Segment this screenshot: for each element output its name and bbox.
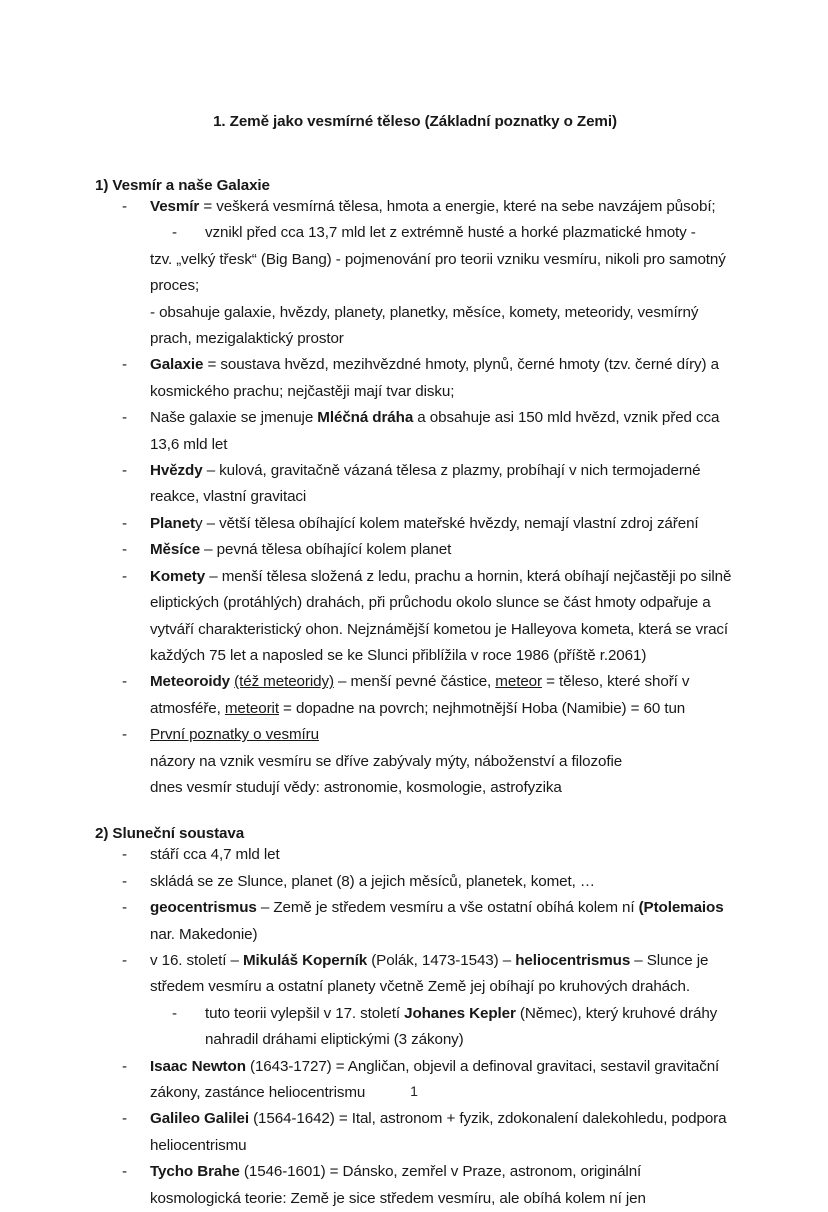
name-kepler: Johanes Kepler [404, 1004, 516, 1022]
section-2-list [95, 842, 735, 1212]
list-item-galaxie [95, 352, 735, 405]
prefix-kopernik: v 16. století – [150, 951, 243, 969]
definition-komety: – menší tělesa složená z ledu, prachu a hornin, která obíhají nejčastěji po silně eliptických (protáhlých) drahách, při průchodu okolo slunce se část hmoty odpařuje a vytváří charakteristický ohon. Nejznámější kometou je Halleyova kometa, která se vrací každých 75 let a naposled se ke Slunci přiblížila v roce 1986 (příště r.2061) [150, 567, 732, 664]
bullet-dash-icon: - [122, 673, 127, 691]
bullet-dash-icon: - [122, 1057, 127, 1075]
bullet-dash-icon: - [122, 899, 127, 917]
definition-hvezdy: – kulová, gravitačně vázaná tělesa z plazmy, probíhají v nich termojaderné reakce, vlastní gravitaci [150, 462, 701, 506]
definition-mesice: – pevná tělesa obíhající kolem planet [200, 541, 452, 559]
bullet-dash-icon: - [122, 462, 127, 480]
list-item-mesice [95, 537, 735, 563]
list-item-stari [95, 842, 735, 868]
text-vesmir-origin: vznikl před cca 13,7 mld let z extrémně husté a horké plazmatické hmoty - [205, 224, 696, 242]
dates-kopernik: (Polák, 1473-1543) – [367, 951, 516, 969]
page-number: 1 [410, 1083, 418, 1099]
list-item-planety [95, 511, 735, 537]
list-item-mlecna-draha [95, 405, 735, 458]
meteoroidy-part3: = dopadne na povrch; nejhmotnější Hoba (Namibie) = 60 tun [278, 699, 686, 717]
bullet-dash-icon: - [122, 356, 127, 374]
definition-newton: (1643-1727) = Angličan, objevil a definoval gravitaci, sestavil gravitační zákony, zastánce heliocentrismu [150, 1057, 720, 1101]
bullet-dash-icon: - [172, 224, 177, 242]
definition-galaxie: = soustava hvězd, mezihvězdné hmoty, plynů, černé hmoty (tzv. černé díry) a kosmického prachu; nejčastěji mají tvar disku; [150, 356, 719, 400]
suffix-mlecna-draha: a obsahuje asi 150 mld hvězd, vznik před cca 13,6 mld let [150, 409, 720, 453]
text-sklada: skládá se ze Slunce, planet (8) a jejich měsíců, planetek, komet, … [150, 872, 595, 890]
list-item-meteoroidy [95, 669, 735, 722]
bullet-dash-icon: - [122, 846, 127, 864]
definition-galilei: (1564-1642) = Ital, astronom + fyzik, zdokonalení dalekohledu, podpora heliocentrismu [150, 1110, 727, 1154]
bullet-dash-icon: - [122, 872, 127, 890]
list-item-sklada [95, 869, 735, 895]
term-galaxie: Galaxie [150, 356, 204, 374]
definition-planety: – větší tělesa obíhající kolem mateřské hvězdy, nemají vlastní zdroj záření [202, 514, 699, 532]
text-vesmir-origin-continuation: tzv. „velký třesk“ (Big Bang) - pojmenování pro teorii vzniku vesmíru, nikoli pro samotný proces; [150, 250, 726, 295]
text-prvni-poznatky-line2: dnes vesmír studují vědy: astronomie, kosmologie, astrofyzika [150, 778, 562, 796]
name-brahe: Tycho Brahe [150, 1163, 240, 1181]
bullet-dash-icon: - [122, 726, 127, 744]
author-ptolemaios-rest: nar. Makedonie) [150, 925, 258, 943]
list-item-prvni-poznatky [95, 722, 735, 801]
definition-vesmir: = veškerá vesmírná tělesa, hmota a energie, které na sebe navzájem působí; [199, 198, 716, 215]
prefix-mlecna-draha: Naše galaxie se jmenuje [150, 409, 318, 427]
meteoroidy-part2: = těleso, které shoří v atmosféře, [150, 673, 690, 717]
term-planety-bold: Planet [150, 514, 195, 532]
text-prvni-poznatky-line1: názory na vznik vesmíru se dříve zabývaly mýty, náboženství a filozofie [150, 752, 623, 770]
bullet-dash-icon: - [122, 1110, 127, 1128]
list-item-kepler [150, 1001, 735, 1054]
term-mlecna-draha: Mléčná dráha [317, 409, 414, 427]
alias-meteoroidy: (též meteoridy) [234, 673, 334, 691]
term-komety: Komety [150, 567, 206, 585]
author-ptolemaios: (Ptolemaios [638, 899, 724, 917]
definition-brahe: (1546-1601) = Dánsko, zemřel v Praze, astronom, originální kosmologická teorie: Země je sice středem vesmíru, ale obíhá kolem ní jen [150, 1163, 646, 1207]
name-galilei: Galileo Galilei [150, 1110, 249, 1128]
list-item-komety [95, 564, 735, 670]
bullet-dash-icon: - [172, 1004, 177, 1022]
term-heliocentrismus: heliocentrismus [515, 951, 631, 969]
section-heading-2: 2) Sluneční soustava [95, 825, 245, 843]
suffix-kopernik: – Slunce je středem vesmíru a ostatní planety včetně Země jej obíhají po kruhových drahách. [150, 951, 709, 996]
text-stari: stáří cca 4,7 mld let [150, 846, 280, 864]
term-prvni-poznatky: První poznatky o vesmíru [150, 726, 319, 744]
bullet-dash-icon: - [122, 514, 127, 532]
bullet-dash-icon: - [122, 1163, 127, 1181]
document-body [95, 0, 735, 1212]
list-item-hvezdy [95, 458, 735, 511]
bullet-dash-icon: - [122, 198, 127, 215]
list-item-vesmir [95, 194, 735, 352]
section-heading-1: 1) Vesmír a naše Galaxie [95, 177, 270, 194]
list-item-brahe [95, 1159, 735, 1212]
bullet-dash-icon: - [122, 567, 127, 585]
list-item-vesmir-origin [150, 220, 735, 246]
suffix-kepler: (Němec), který kruhové dráhy nahradil dráhami eliptickými (3 zákony) [205, 1004, 718, 1049]
bullet-dash-icon: - [122, 541, 127, 559]
page-title: 1. Země jako vesmírné těleso (Základní poznatky o Zemi) [213, 113, 617, 130]
text-vesmir-contains: - obsahuje galaxie, hvězdy, planety, planetky, měsíce, komety, meteoridy, vesmírný prach, mezigalaktický prostor [150, 303, 699, 348]
term-meteorit: meteorit [224, 699, 279, 717]
term-geocentrismus: geocentrismus [150, 899, 257, 917]
prefix-kepler: tuto teorii vylepšil v 17. století [205, 1004, 405, 1022]
term-planety-rest: y [194, 514, 203, 532]
definition-geocentrismus: – Země je středem vesmíru a vše ostatní obíhá kolem ní [256, 899, 639, 917]
term-meteor: meteor [495, 673, 542, 691]
term-vesmir: Vesmír [150, 198, 200, 215]
bullet-dash-icon: - [122, 951, 127, 969]
list-item-geocentrismus [95, 895, 735, 948]
term-hvezdy: Hvězdy [150, 462, 203, 480]
term-mesice: Měsíce [150, 541, 201, 559]
bullet-dash-icon: - [122, 409, 127, 427]
list-item-kopernik [95, 948, 735, 1054]
section-1-list [95, 194, 735, 801]
name-kopernik: Mikuláš Koperník [242, 951, 368, 969]
sublist-kepler [150, 1001, 735, 1054]
list-item-galilei [95, 1106, 735, 1159]
term-meteoroidy: Meteoroidy [150, 673, 231, 691]
sublist-vesmir-origin [150, 220, 735, 246]
meteoroidy-part1: – menší pevné částice, [333, 673, 496, 691]
name-newton: Isaac Newton [150, 1057, 246, 1075]
